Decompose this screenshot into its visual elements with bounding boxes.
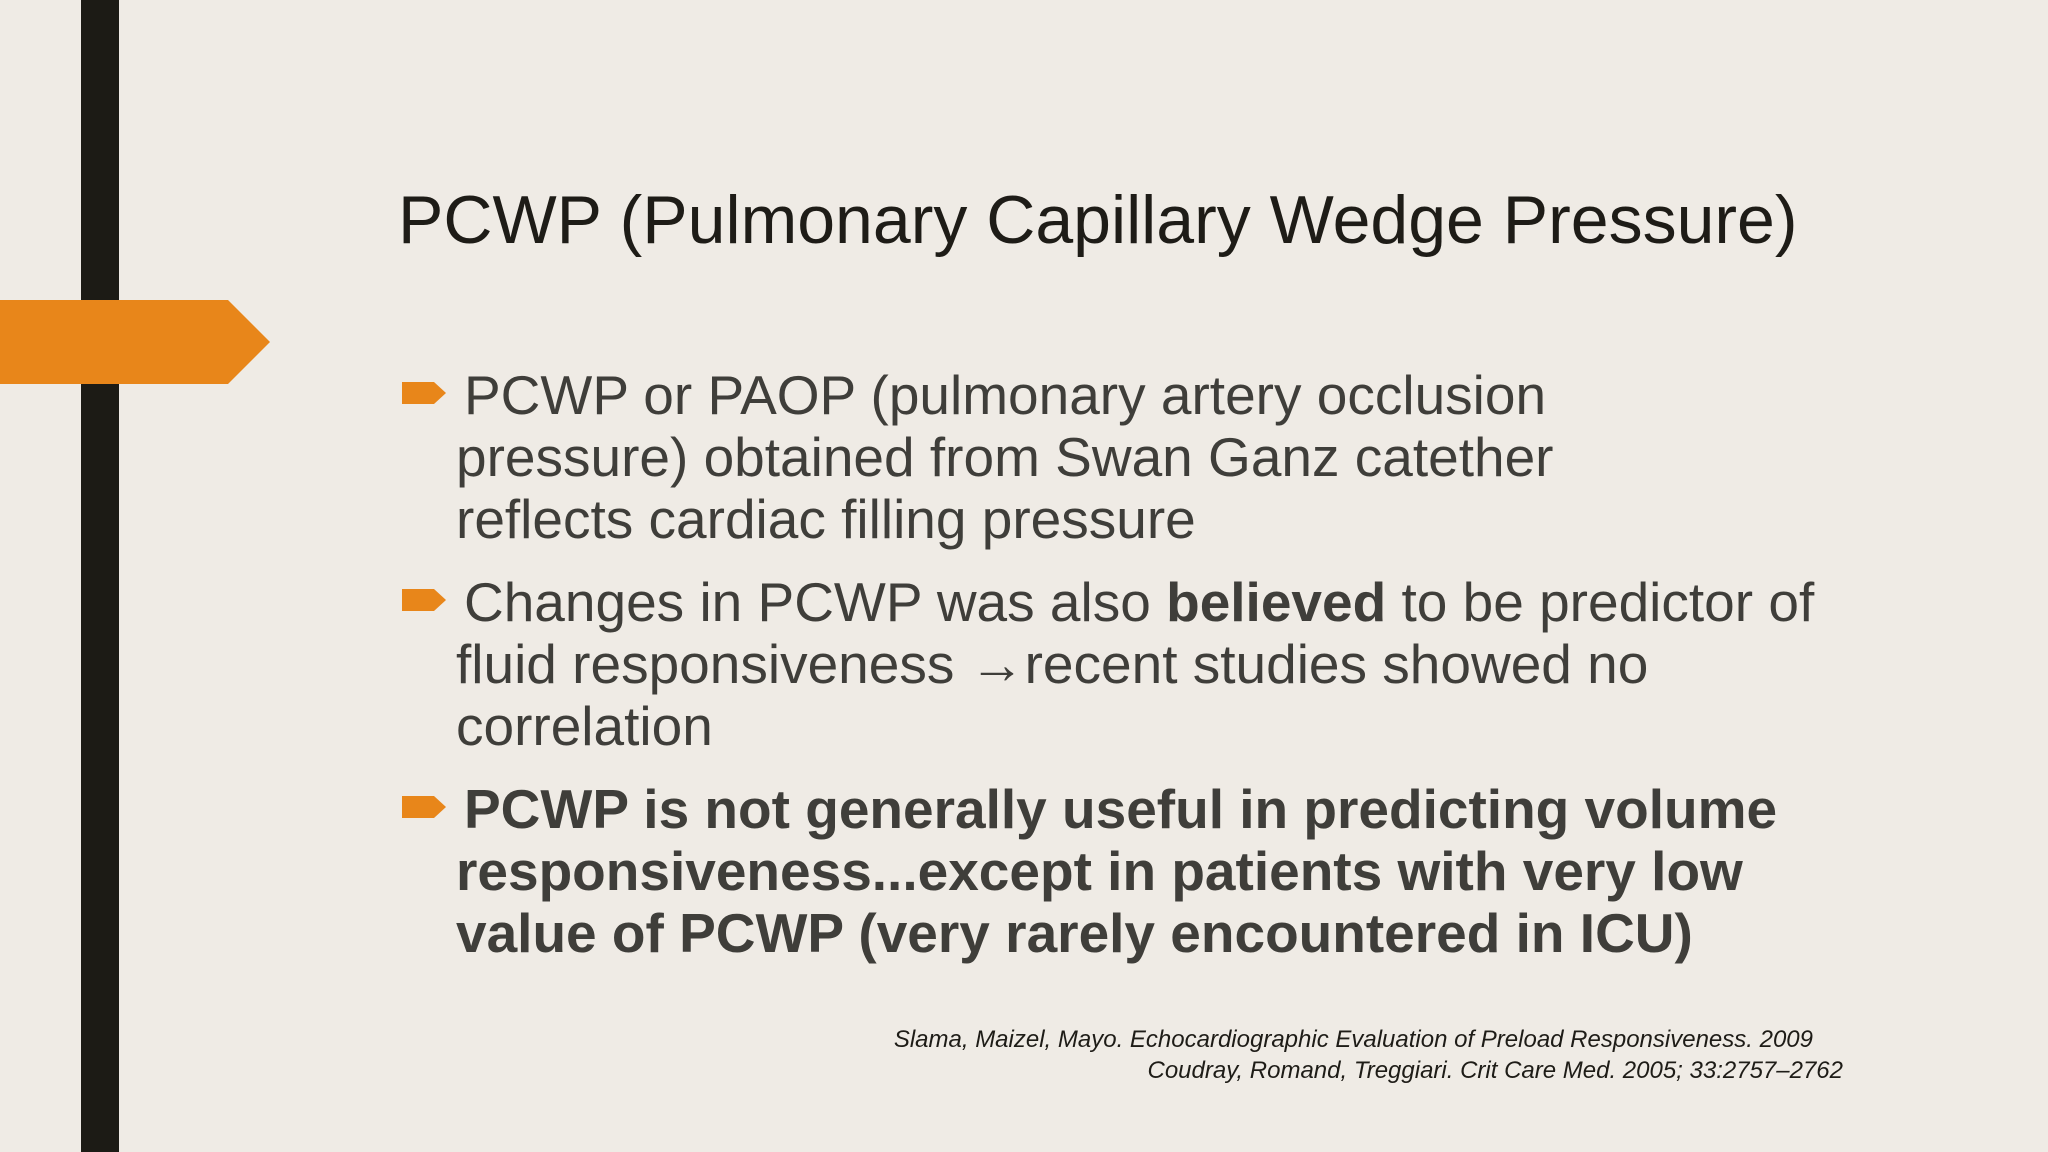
bullet-item-3 [400,778,1920,964]
bullet-1-line-3: reflects cardiac filling pressure [456,488,1196,550]
bullet-2-line-1 [456,571,1920,633]
references [894,1024,1843,1086]
bullet-3-line-1: PCWP is not generally useful in predicting volume [464,778,1778,840]
bullet-3-line-3: value of PCWP (very rarely encountered in ICU) [456,902,1693,964]
reference-1: Slama, Maizel, Mayo. Echocardiographic Evaluation of Preload Responsiveness. 2009 [893,1026,1813,1053]
bullet-item-1 [400,364,1920,550]
orange-arrow-tab [0,300,270,384]
bullet-1-line-1: PCWP or PAOP (pulmonary artery occlusion [464,364,1547,426]
bullet-arrow-icon [402,794,446,820]
bullet-2-text-bold: believed [1166,571,1387,633]
bullet-3-line-2: responsiveness...except in patients with very low [456,840,1743,902]
bullet-arrow-icon [402,587,446,613]
bullet-1-line-2: pressure) obtained from Swan Ganz catether [456,426,1554,488]
bullet-2-line-3: correlation [456,695,713,757]
reference-2: Coudray, Romand, Treggiari. Crit Care Med. 2005; 33:2757–2762 [1147,1057,1843,1084]
vertical-accent-bar [81,0,119,1152]
bullet-item-2 [400,571,1920,757]
slide-title: PCWP (Pulmonary Capillary Wedge Pressure) [398,182,1798,258]
bullet-2-text-post: to be predictor of [1386,571,1815,633]
bullet-2-line-2: fluid responsiveness →recent studies showed no [456,633,1649,695]
bullet-list [400,364,1920,985]
bullet-arrow-icon [402,380,446,406]
bullet-2-text-pre: Changes in PCWP was also [464,571,1167,633]
